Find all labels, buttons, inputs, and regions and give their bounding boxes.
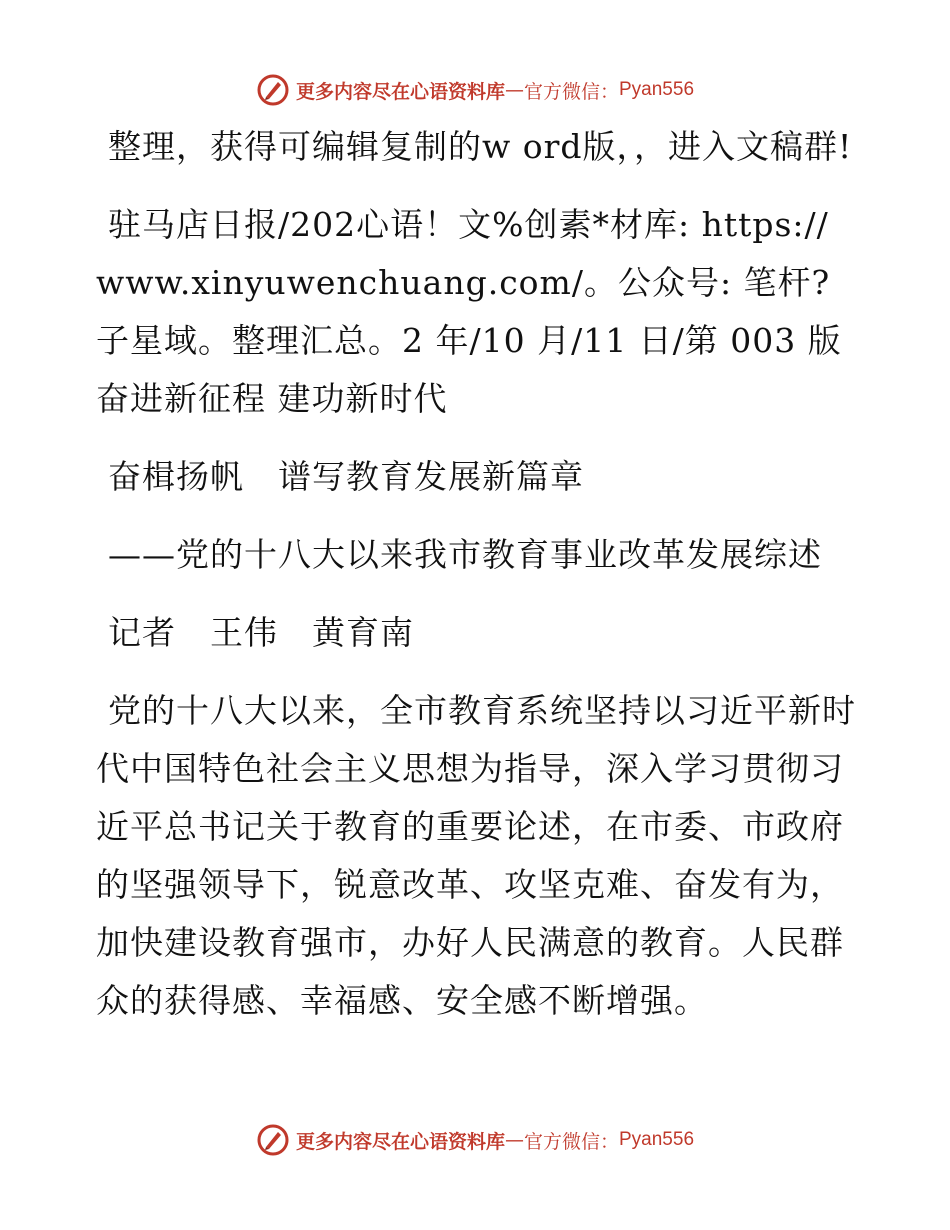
intro-paragraph: 整理，获得可编辑复制的w ord版，，进入文稿群!	[108, 127, 853, 166]
banner-text: 更多内容尽在心语资料库	[295, 80, 505, 103]
article-title: 奋楫扬帆 谱写教育发展新篇章	[108, 457, 584, 496]
banner-wechat-label: 官方微信：	[523, 1130, 619, 1153]
banner-wechat-id: Pyan556	[619, 79, 695, 100]
banner-text: 更多内容尽在心语资料库	[295, 1130, 505, 1153]
header-watermark-banner	[0, 70, 950, 110]
banner-wechat-id: Pyan556	[619, 1129, 695, 1150]
quill-logo-icon	[256, 1123, 290, 1157]
article-byline: 记者 王伟 黄育南	[108, 613, 414, 652]
article-body-paragraph: 党的十八大以来，全市教育系统坚持以习近平新时代中国特色社会主义思想为指导，深入学习贯彻习近平总书记关于教育的重要论述，在市委、市政府的坚强领导下，锐意改革、攻坚克难、奋发有为，加快建设教育强市，办好人民满意的教育。人民群众的获得感、幸福感、安全感不断增强。	[96, 691, 856, 1020]
source-paragraph: 驻马店日报/202心语！文%创素*材库: https://www.xinyuwenchuang.com/。公众号: 笔杆?子星域。整理汇总。2 年/10 月/11 日/第 003 版奋进新征程 建功新时代	[96, 205, 842, 418]
quill-logo-icon	[256, 73, 290, 107]
banner-separator: —	[504, 79, 524, 101]
banner-separator: —	[504, 1129, 524, 1151]
document-body	[96, 118, 856, 1050]
banner-wechat-label: 官方微信：	[523, 80, 619, 103]
footer-watermark-banner	[0, 1120, 950, 1160]
article-subtitle: ——党的十八大以来我市教育事业改革发展综述	[108, 535, 822, 574]
